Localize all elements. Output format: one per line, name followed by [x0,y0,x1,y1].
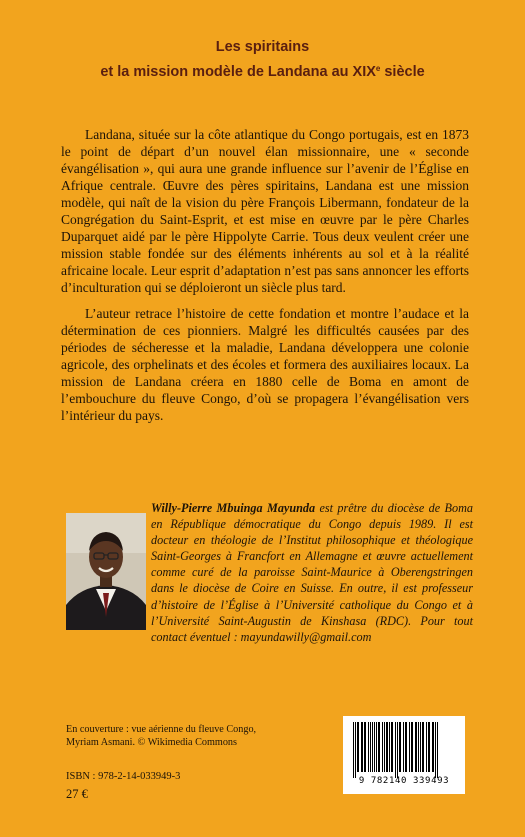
cover-credit [66,723,326,749]
cover-credit-line-1: En couverture : vue aérienne du fleuve Congo, [66,724,257,735]
price: 27 € [66,787,88,801]
author-bio-text: est prêtre du diocèse de Boma en République démocratique du Congo depuis 1989. Il est docteur en théologie de l’Institut philosophique et théologique Saint-Georges à Francfort en Allemagne et œuvre actuellement comme curé de la paroisse Saint-Maurice à Oberengstringen dans le diocèse de Coire en Suisse. En outre, il est professeur d’histoire de l’Église à l’Université catholique du Congo et à l’Université Saint-Augustin de Kinshasa (RDC). Pour tout contact éventuel : mayundawilly@gmail.com [151,501,473,644]
cover-credit-line-2: Myriam Asmani. © Wikimedia Commons [66,737,237,748]
title-line-2-main: et la mission modèle de Landana au XIX [100,64,376,80]
summary-paragraph-2: L’auteur retrace l’histoire de cette fondation et montre l’audace et la détermination de ces pionniers. Malgré les difficultés causées par des périodes de sécheresse et la maladie, Landana développera une colonie agricole, des orphelinats et des écoles et formera des auxiliaires locaux. La mission de Landana créera en 1880 celle de Boma en amont de l’embouchure du fleuve Congo, d’où se propagera l’évangélisation vers l’intérieur du pays. [61,306,469,423]
book-summary [61,126,469,433]
title-line-1: Les spiritains [215,39,310,55]
barcode-digits: 9 782140 339493 [358,776,450,786]
summary-paragraph-1: Landana, située sur la côte atlantique du Congo portugais, est en 1873 le point de départ d’un nouvel élan missionnaire, une « seconde évangélisation », qui aura une grande influence sur l’avenir de l’Église en Afrique centrale. Œuvre des pères spiritains, Landana est une mission modèle, qui naît de la vision du père François Libermann, fondateur de la Congrégation du Saint-Esprit, et est mise en œuvre par le père Charles Duparquet aidé par le père Hippolyte Carrie. Tous deux veulent créer une mission stable fondée sur des éléments inhérents au sol et à la réalité africaine locale. Leur esprit d’adaptation n’est pas sans annoncer les efforts d’inculturation qui se déploieront un siècle plus tard. [61,127,469,295]
title-line-2-end: siècle [380,64,425,80]
isbn: ISBN : 978-2-14-033949-3 [66,771,181,782]
title-line-2 [0,58,525,83]
barcode [343,716,465,794]
book-title [0,37,525,83]
author-name: Willy-Pierre Mbuinga Mayunda [151,501,316,515]
author-bio [151,500,473,645]
author-photo [66,513,146,630]
title-superscript: e [375,64,381,73]
